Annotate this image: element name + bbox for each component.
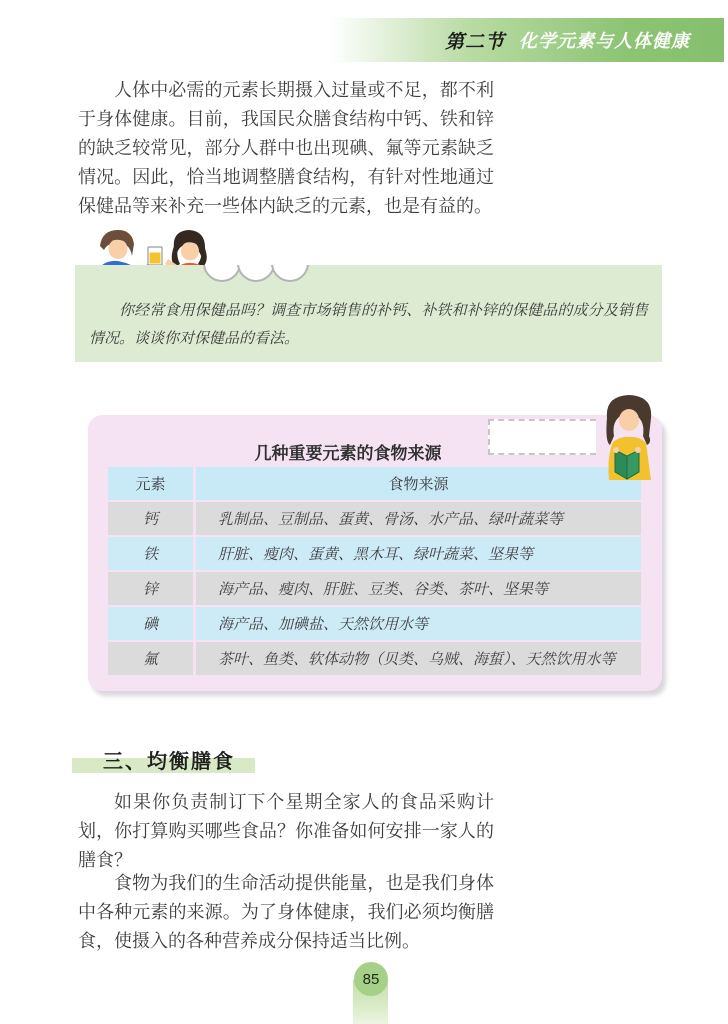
table-row (108, 607, 641, 640)
column-header-element: 元素 (108, 467, 193, 500)
sources-cell: 乳制品、豆制品、蛋黄、骨汤、水产品、绿叶蔬菜等 (196, 502, 641, 535)
table-body (108, 502, 641, 675)
element-cell: 锌 (108, 572, 193, 605)
table-row (108, 502, 641, 535)
section-title: 化学元素与人体健康 (519, 31, 690, 51)
sources-cell: 海产品、加碘盐、天然饮用水等 (196, 607, 641, 640)
scallop-decoration (203, 265, 315, 285)
table-header-row (108, 467, 641, 500)
blank-label-box (488, 419, 596, 455)
section-header-banner (330, 18, 724, 62)
table-row (108, 642, 641, 675)
element-cell: 氟 (108, 642, 193, 675)
table-row (108, 572, 641, 605)
activity-box (75, 265, 662, 362)
girl-reading-illustration (593, 392, 665, 484)
table-row (108, 537, 641, 570)
food-sources-table (108, 467, 641, 677)
activity-text: 你经常食用保健品吗？调查市场销售的补钙、补铁和补锌的保健品的成分及销售情况。谈谈你对保健品的看法。 (89, 303, 648, 347)
body-paragraph: 食物为我们的生命活动提供能量，也是我们身体中各种元素的来源。为了身体健康，我们必须均衡膳食，使摄入的各种营养成分保持适当比例。 (78, 873, 494, 951)
section-heading: 三、均衡膳食 (103, 751, 235, 773)
element-cell: 钙 (108, 502, 193, 535)
column-header-sources: 食物来源 (196, 467, 641, 500)
page-number-badge: 85 (354, 962, 388, 996)
sources-cell: 肝脏、瘦肉、蛋黄、黑木耳、绿叶蔬菜、坚果等 (196, 537, 641, 570)
section-number: 第二节 (444, 31, 505, 53)
element-cell: 碘 (108, 607, 193, 640)
intro-paragraph: 人体中必需的元素长期摄入过量或不足，都不利于身体健康。目前，我国民众膳食结构中钙、铁和锌的缺乏较常见，部分人群中也出现碘、氟等元素缺乏情况。因此，恰当地调整膳食结构，有针对性地通过保健品等来补充一些体内缺乏的元素，也是有益的。 (78, 80, 494, 216)
element-cell: 铁 (108, 537, 193, 570)
sources-cell: 茶叶、鱼类、软体动物（贝类、乌贼、海蜇）、天然饮用水等 (196, 642, 641, 675)
table-title: 几种重要元素的食物来源 (254, 444, 442, 463)
food-sources-panel (88, 415, 662, 691)
question-paragraph: 如果你负责制订下个星期全家人的食品采购计划，你打算购买哪些食品？你准备如何安排一家人的膳食？ (78, 792, 494, 870)
sources-cell: 海产品、瘦肉、肝脏、豆类、谷类、茶叶、坚果等 (196, 572, 641, 605)
